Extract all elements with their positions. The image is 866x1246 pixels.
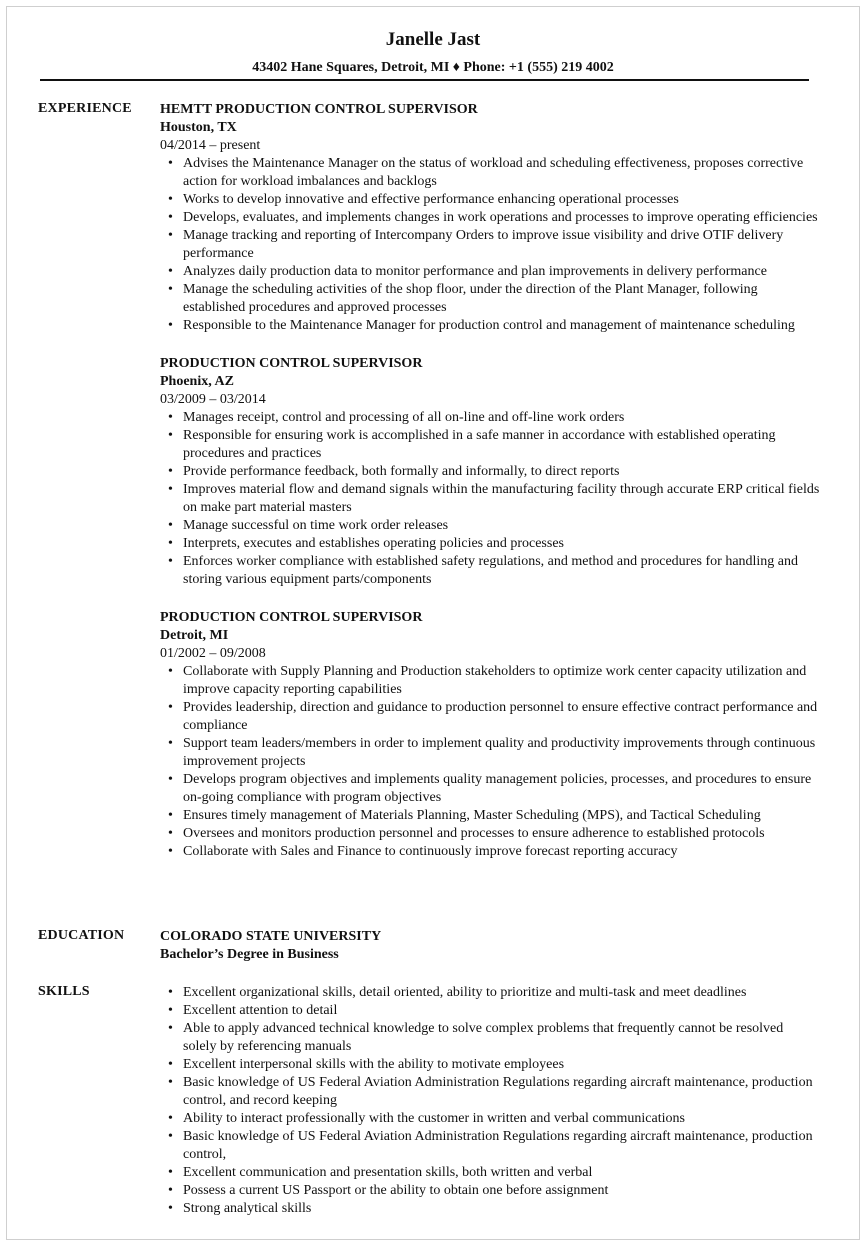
list-item: • Excellent attention to detail bbox=[183, 1002, 820, 1020]
job-title: PRODUCTION CONTROL SUPERVISOR bbox=[160, 610, 423, 625]
job-location: Detroit, MI bbox=[160, 628, 229, 643]
list-item: • Collaborate with Sales and Finance to continuously improve forecast reporting accuracy bbox=[183, 843, 820, 861]
list-item: • Advises the Maintenance Manager on the status of workload and scheduling effectiveness, proposes corrective action for workload imbalances and backlogs bbox=[183, 155, 820, 191]
education-heading: EDUCATION bbox=[38, 928, 125, 943]
job-dates: 04/2014 – present bbox=[160, 138, 261, 153]
list-item: • Collaborate with Supply Planning and Production stakeholders to optimize work center capacity utilization and improve capacity reporting capabilities bbox=[183, 663, 820, 699]
job-title: PRODUCTION CONTROL SUPERVISOR bbox=[160, 356, 423, 371]
job-bullets bbox=[160, 409, 820, 589]
list-item: • Strong analytical skills bbox=[183, 1200, 820, 1218]
list-item: • Improves material flow and demand signals within the manufacturing facility through accurate ERP critical fields on make part material masters bbox=[183, 481, 820, 517]
list-item: • Able to apply advanced technical knowledge to solve complex problems that frequently cannot be resolved solely by referencing manuals bbox=[183, 1020, 820, 1056]
education-section bbox=[160, 928, 820, 964]
list-item: • Excellent communication and presentation skills, both written and verbal bbox=[183, 1164, 820, 1182]
degree: Bachelor’s Degree in Business bbox=[160, 947, 339, 962]
header-divider bbox=[40, 79, 809, 81]
experience-heading: EXPERIENCE bbox=[38, 101, 132, 116]
list-item: • Interprets, executes and establishes operating policies and processes bbox=[183, 535, 820, 553]
skills-heading: SKILLS bbox=[38, 984, 90, 999]
list-item: • Manage tracking and reporting of Intercompany Orders to improve issue visibility and drive OTIF delivery performance bbox=[183, 227, 820, 263]
list-item: • Provide performance feedback, both formally and informally, to direct reports bbox=[183, 463, 820, 481]
list-item: • Support team leaders/members in order to implement quality and productivity improvements through continuous improvement projects bbox=[183, 735, 820, 771]
list-item: • Develops program objectives and implements quality management policies, processes, and procedures to ensure on-going compliance with program objectives bbox=[183, 771, 820, 807]
list-item: • Ensures timely management of Materials Planning, Master Scheduling (MPS), and Tactical Scheduling bbox=[183, 807, 820, 825]
list-item: • Manages receipt, control and processing of all on-line and off-line work orders bbox=[183, 409, 820, 427]
job-location: Phoenix, AZ bbox=[160, 374, 234, 389]
list-item: • Possess a current US Passport or the ability to obtain one before assignment bbox=[183, 1182, 820, 1200]
list-item: • Develops, evaluates, and implements changes in work operations and processes to improve operating efficiencies bbox=[183, 209, 820, 227]
candidate-name: Janelle Jast bbox=[385, 29, 481, 50]
job-title: HEMTT PRODUCTION CONTROL SUPERVISOR bbox=[160, 102, 478, 117]
list-item: • Enforces worker compliance with established safety regulations, and method and procedures for handling and storing various equipment parts/components bbox=[183, 553, 820, 589]
list-item: • Basic knowledge of US Federal Aviation Administration Regulations regarding aircraft maintenance, production control, bbox=[183, 1128, 820, 1164]
job-dates: 01/2002 – 09/2008 bbox=[160, 646, 266, 661]
list-item: • Provides leadership, direction and guidance to production personnel to ensure effective contract performance and compliance bbox=[183, 699, 820, 735]
job-bullets bbox=[160, 663, 820, 861]
skills-list bbox=[160, 984, 820, 1218]
resume-header bbox=[0, 28, 866, 77]
list-item: • Works to develop innovative and effective performance enhancing operational processes bbox=[183, 191, 820, 209]
list-item: • Ability to interact professionally with the customer in written and verbal communications bbox=[183, 1110, 820, 1128]
job-entry bbox=[160, 101, 820, 335]
list-item: • Oversees and monitors production personnel and processes to ensure adherence to established protocols bbox=[183, 825, 820, 843]
job-entry bbox=[160, 609, 820, 861]
job-location: Houston, TX bbox=[160, 120, 237, 135]
list-item: • Excellent interpersonal skills with the ability to motivate employees bbox=[183, 1056, 820, 1074]
job-entry bbox=[160, 355, 820, 589]
school-name: COLORADO STATE UNIVERSITY bbox=[160, 929, 382, 944]
list-item: • Excellent organizational skills, detail oriented, ability to prioritize and multi-task and meet deadlines bbox=[183, 984, 820, 1002]
contact-line: 43402 Hane Squares, Detroit, MI ♦ Phone: +1 (555) 219 4002 bbox=[252, 60, 614, 75]
list-item: • Responsible to the Maintenance Manager for production control and management of maintenance scheduling bbox=[183, 317, 820, 335]
skills-section bbox=[160, 984, 820, 1218]
job-dates: 03/2009 – 03/2014 bbox=[160, 392, 266, 407]
list-item: • Basic knowledge of US Federal Aviation Administration Regulations regarding aircraft maintenance, production control, and record keeping bbox=[183, 1074, 820, 1110]
experience-section bbox=[160, 101, 820, 881]
list-item: • Responsible for ensuring work is accomplished in a safe manner in accordance with established operating procedures and practices bbox=[183, 427, 820, 463]
list-item: • Manage the scheduling activities of the shop floor, under the direction of the Plant Manager, following established procedures and approved processes bbox=[183, 281, 820, 317]
list-item: • Analyzes daily production data to monitor performance and plan improvements in delivery performance bbox=[183, 263, 820, 281]
list-item: • Manage successful on time work order releases bbox=[183, 517, 820, 535]
job-bullets bbox=[160, 155, 820, 335]
